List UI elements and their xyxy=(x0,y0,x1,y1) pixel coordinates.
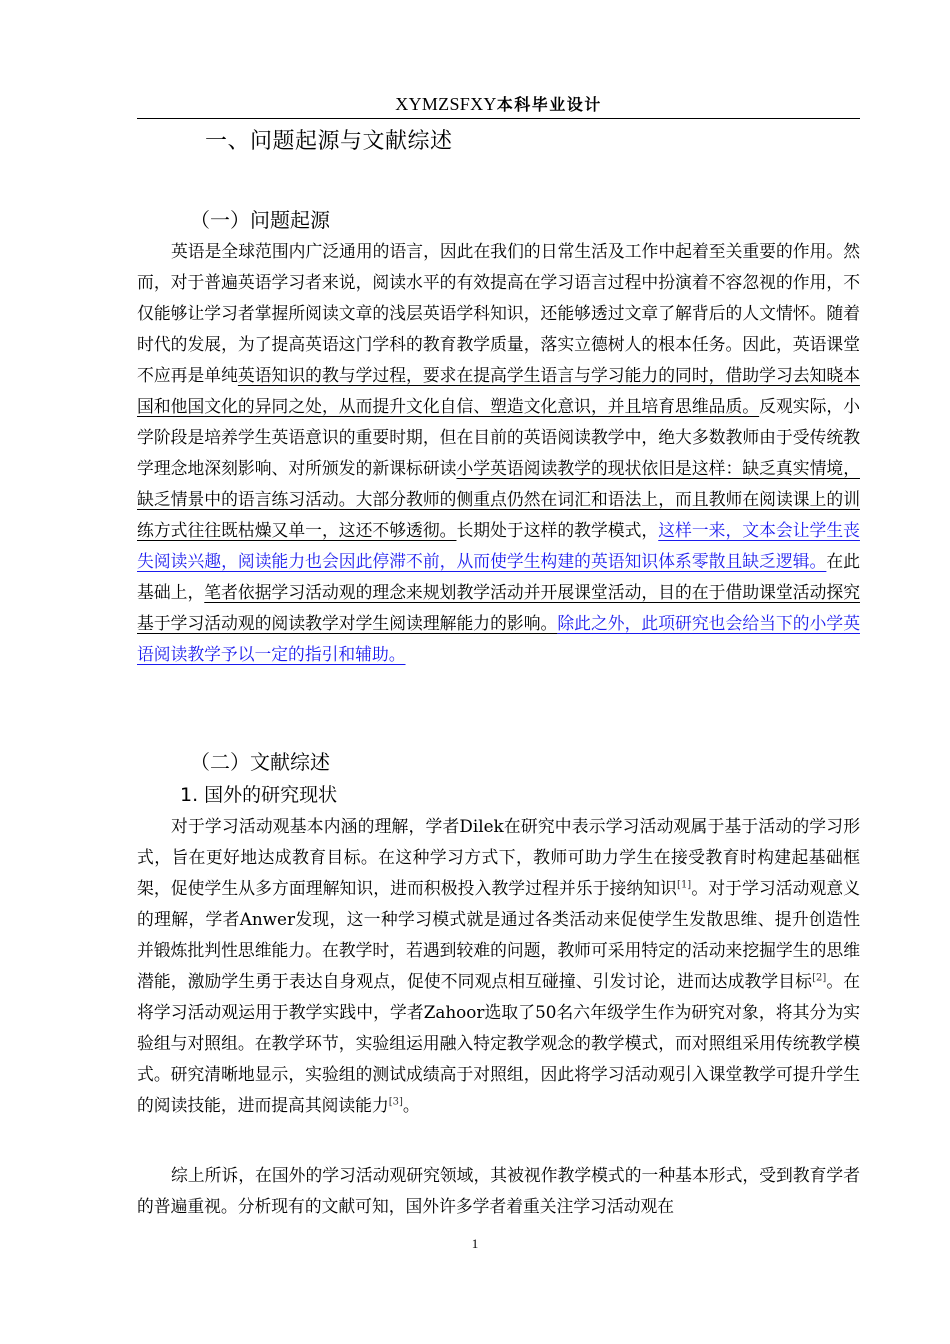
citation-ref[interactable]: [3] xyxy=(388,1096,403,1108)
paragraph-foreign-research xyxy=(137,811,860,1121)
hyperlink-text[interactable]: 这样一来，文本会让学生丧失阅读兴趣，阅读能力也会因此停滞不前，从而使学生构建的英语知识体系零散且缺乏逻辑。 xyxy=(137,520,860,571)
hyperlink-text[interactable]: 除此之外，此项研究也会给当下的小学英语阅读教学予以一定的指引和辅助。 xyxy=(137,613,860,664)
header-doc-type: 本科毕业设计 xyxy=(496,95,602,114)
subsection-title-origin: （一）问题起源 xyxy=(190,208,330,232)
section-title: 一、问题起源与文献综述 xyxy=(205,129,453,154)
paragraph-summary: 综上所诉，在国外的学习活动观研究领域，其被视作教学模式的一种基本形式，受到教育学者的普遍重视。分析现有的文献可知，国外许多学者着重关注学习活动观在 xyxy=(137,1165,860,1216)
text-run: 长期处于这样的教学模式， xyxy=(456,520,659,540)
page-header xyxy=(137,92,860,115)
citation-ref[interactable]: [2] xyxy=(812,972,827,984)
text-run: 英语是全球范围内广泛通用的语言，因此在我们的日常生活及工作中起着至关重要的作用。然而，对于普遍英语学习者来说，阅读水平的有效提高在学习语言过程中扮演着不容忽视的作用，不仅能够让学习者掌握所阅读文章的浅层英语学科知识，还能够透过文章了解背后的人文情怀。随着时代的发展，为了提高英语这门学科的教育教学质量，落实立德树人的根本任务。因此，英语课堂不应再是单纯 xyxy=(137,241,860,385)
header-school-code: XYMZSFXY xyxy=(395,94,497,114)
paragraph-origin xyxy=(137,236,860,670)
page-number: 1 xyxy=(471,1236,479,1251)
underlined-text: 笔者依据学习活动观的理念来规划教学活动并开展课堂活动，目的在于借助课堂活动探究基于学习活动观的阅读教学对学生阅读理解能力的影响。 xyxy=(137,582,860,633)
text-run: 在此基础上， xyxy=(137,551,860,602)
citation-ref[interactable]: [1] xyxy=(677,879,692,891)
underlined-text: 英语知识的教与学过程，要求在提高学生语言与学习能力的同时，借助学习去知晓本国和他国文化的异同之处，从而提升文化自信、塑造文化意识，并且培育思维品质。 xyxy=(137,365,860,416)
subsection-title-foreign: 1. 国外的研究现状 xyxy=(180,784,338,806)
header-divider xyxy=(137,118,860,119)
text-run: 。对于学习活动观意义的理解，学者Anwer发现，这一种学习模式就是通过各类活动来促使学生发散思维、提升创造性并锻炼批判性思维能力。在教学时，若遇到较难的问题，教师可采用特定的活动来挖掘学生的思维潜能，激励学生勇于表达自身观点，促使不同观点相互碰撞、引发讨论，进而达成教学目标 xyxy=(137,878,860,991)
text-run: 反观实际，小学阶段是培养学生英语意识的重要时期，但在目前的英语阅读教学中，绝大多数教师由于受传统教学理念地深刻影响、对所颁发的新课标研读 xyxy=(137,396,860,478)
text-run: 。 xyxy=(402,1095,420,1115)
text-run: 对于学习活动观基本内涵的理解，学者Dilek在研究中表示学习活动观属于基于活动的学习形式，旨在更好地达成教育目标。在这种学习方式下，教师可助力学生在接受教育时构建起基础框架，促使学生从多方面理解知识，进而积极投入教学过程并乐于接纳知识 xyxy=(137,816,860,898)
subsection-title-review: （二）文献综述 xyxy=(190,750,330,774)
underlined-text: 小学英语阅读教学的现状依旧是这样：缺乏真实情境，缺乏情景中的语言练习活动。大部分教师的侧重点仍然在词汇和语法上，而且教师在阅读课上的训练方式往往既枯燥又单一，这还不够透彻。 xyxy=(137,458,860,540)
text-run: 。在将学习活动观运用于教学实践中，学者Zahoor选取了50名六年级学生作为研究对象，将其分为实验组与对照组。在教学环节，实验组运用融入特定教学观念的教学模式，而对照组采用传统教学模式。研究清晰地显示，实验组的测试成绩高于对照组，因此将学习活动观引入课堂教学可提升学生的阅读技能，进而提高其阅读能力 xyxy=(137,971,860,1115)
